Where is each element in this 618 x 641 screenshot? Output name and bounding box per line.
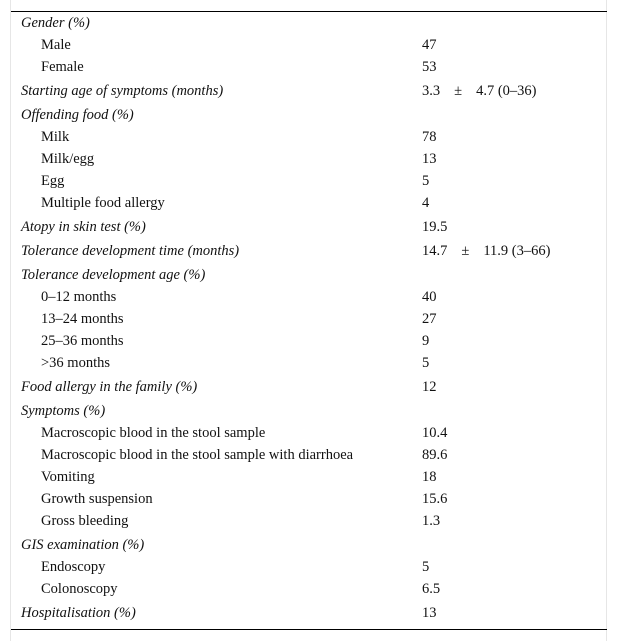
table-row [11, 80, 607, 102]
table-row [11, 400, 607, 422]
row-value: 15.6 [422, 491, 448, 507]
row-value: 47 [422, 37, 437, 53]
row-value: 10.4 [422, 425, 448, 441]
row-value: 40 [422, 289, 437, 305]
table-row [11, 216, 607, 238]
row-value: 53 [422, 59, 437, 75]
row-label: Growth suspension [41, 491, 153, 507]
row-value: 12 [422, 379, 437, 395]
data-table [11, 12, 607, 624]
table-bottom-rule [11, 629, 607, 630]
table-row [11, 240, 607, 262]
row-label: Food allergy in the family (%) [21, 379, 198, 395]
table-row [11, 148, 607, 170]
table-row [11, 444, 607, 466]
row-label: 25–36 months [41, 333, 124, 349]
table-row [11, 104, 607, 126]
row-value [422, 240, 550, 262]
row-value [422, 80, 537, 102]
row-label: Macroscopic blood in the stool sample [41, 425, 266, 441]
table-row [11, 330, 607, 352]
plus-minus-sign: ± [461, 243, 470, 259]
row-label: Tolerance development age (%) [21, 267, 206, 283]
row-value: 6.5 [422, 581, 441, 597]
row-label: Endoscopy [41, 559, 106, 575]
table-row [11, 556, 607, 578]
row-label: Macroscopic blood in the stool sample with diarrhoea [41, 447, 354, 463]
row-label: Atopy in skin test (%) [21, 219, 146, 235]
row-label: Milk [41, 129, 70, 145]
row-label: Female [41, 59, 84, 75]
row-value: 89.6 [422, 447, 448, 463]
row-value: 13 [422, 151, 437, 167]
row-value: 27 [422, 311, 437, 327]
row-label: Male [41, 37, 71, 53]
row-label: Egg [41, 173, 65, 189]
row-label: Offending food (%) [21, 107, 134, 123]
plus-minus-sign: ± [454, 83, 463, 99]
row-label: 13–24 months [41, 311, 124, 327]
table-row [11, 510, 607, 532]
row-value: 4 [422, 195, 430, 211]
row-label: Symptoms (%) [21, 403, 106, 419]
table-row [11, 56, 607, 78]
row-value: 9 [422, 333, 430, 349]
table-row [11, 264, 607, 286]
table-row [11, 466, 607, 488]
table-row [11, 488, 607, 510]
mean-value: 3.3 [422, 83, 441, 99]
table-row [11, 286, 607, 308]
sd-range-value: 4.7 (0–36) [476, 83, 537, 99]
mean-value: 14.7 [422, 243, 448, 259]
row-label: Milk/egg [41, 151, 95, 167]
table-row [11, 308, 607, 330]
row-label: Starting age of symptoms (months) [21, 83, 224, 99]
table-row [11, 376, 607, 398]
table-row [11, 352, 607, 374]
table-row [11, 34, 607, 56]
row-label: Multiple food allergy [41, 195, 165, 211]
sd-range-value: 11.9 (3–66) [483, 243, 551, 259]
table-row [11, 422, 607, 444]
row-label: Gross bleeding [41, 513, 129, 529]
table-row [11, 126, 607, 148]
row-value: 19.5 [422, 219, 448, 235]
row-value: 78 [422, 129, 437, 145]
row-label: Hospitalisation (%) [21, 605, 136, 621]
row-label: GIS examination (%) [21, 537, 145, 553]
table-row [11, 170, 607, 192]
table-row [11, 192, 607, 214]
table-row [11, 578, 607, 600]
row-label: Tolerance development time (months) [21, 243, 240, 259]
row-label: Vomiting [41, 469, 95, 485]
table-row [11, 534, 607, 556]
row-value: 13 [422, 605, 437, 621]
row-label: Gender (%) [21, 15, 90, 31]
row-value: 5 [422, 355, 430, 371]
table-row [11, 12, 607, 34]
row-label: >36 months [41, 355, 111, 371]
row-value: 5 [422, 559, 430, 575]
table-row [11, 602, 607, 624]
row-value: 1.3 [422, 513, 441, 529]
row-value: 18 [422, 469, 437, 485]
row-value: 5 [422, 173, 430, 189]
row-label: 0–12 months [41, 289, 117, 305]
row-label: Colonoscopy [41, 581, 118, 597]
